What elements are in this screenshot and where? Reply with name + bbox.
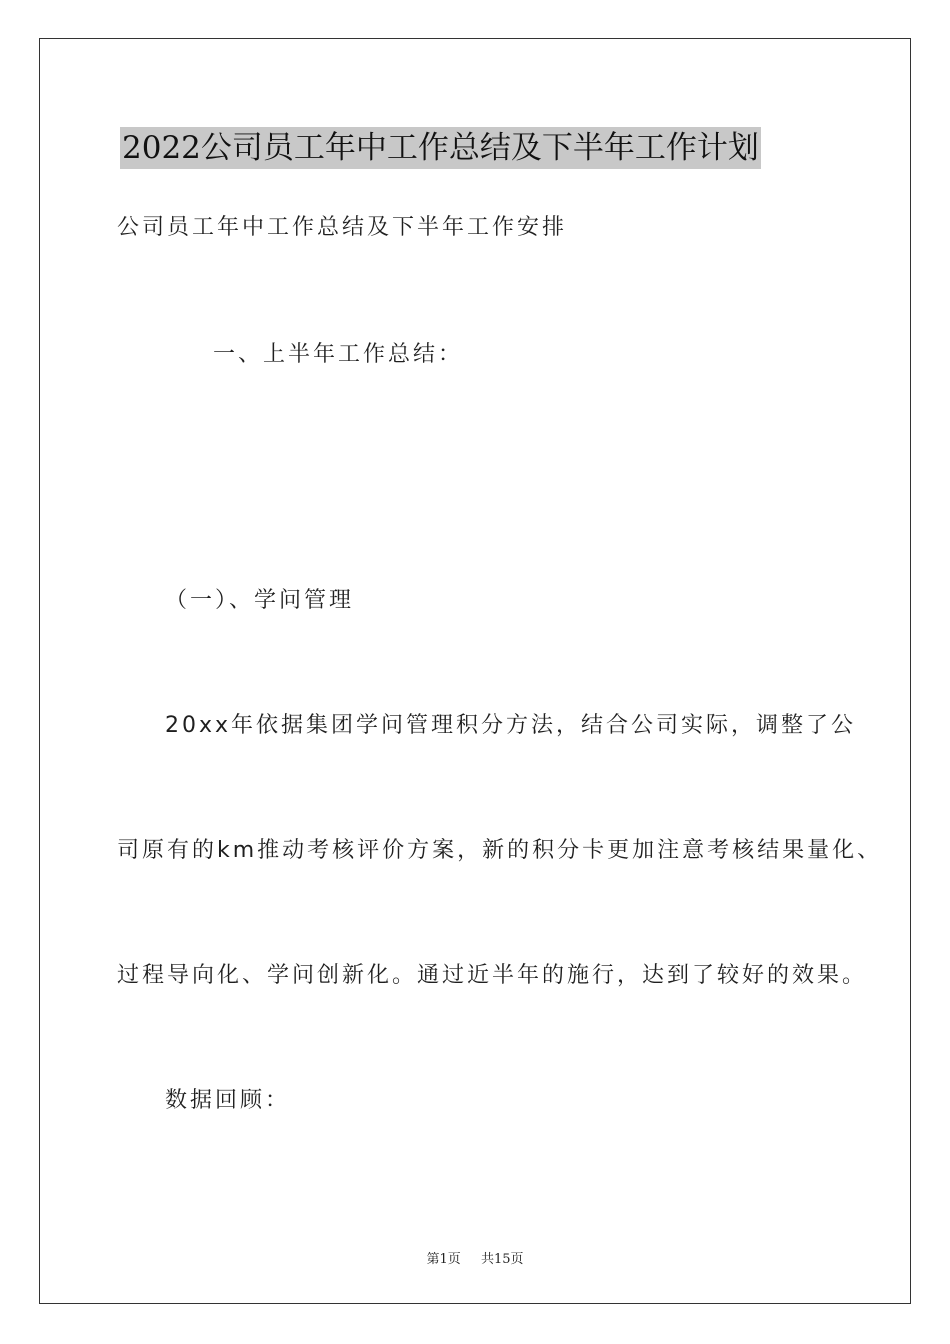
section-heading: 一、上半年工作总结： (213, 342, 464, 367)
paragraph-line: 过程导向化、学问创新化。通过近半年的施行，达到了较好的效果。 (117, 963, 868, 988)
document-subtitle: 公司员工年中工作总结及下半年工作安排 (117, 215, 568, 240)
page-total: 共15页 (480, 1252, 524, 1267)
page-number: 第1页 (426, 1252, 461, 1267)
paragraph-line: 20xx年依据集团学问管理积分方法，结合公司实际，调整了公 (165, 713, 857, 738)
data-review-label: 数据回顾： (165, 1088, 291, 1113)
document-title: 2022公司员工年中工作总结及下半年工作计划 (120, 127, 761, 169)
paragraph-line: 司原有的km推动考核评价方案，新的积分卡更加注意考核结果量化、 (117, 838, 883, 863)
sub-heading: （一）、学问管理 (165, 588, 355, 613)
page-footer (0, 1248, 950, 1267)
